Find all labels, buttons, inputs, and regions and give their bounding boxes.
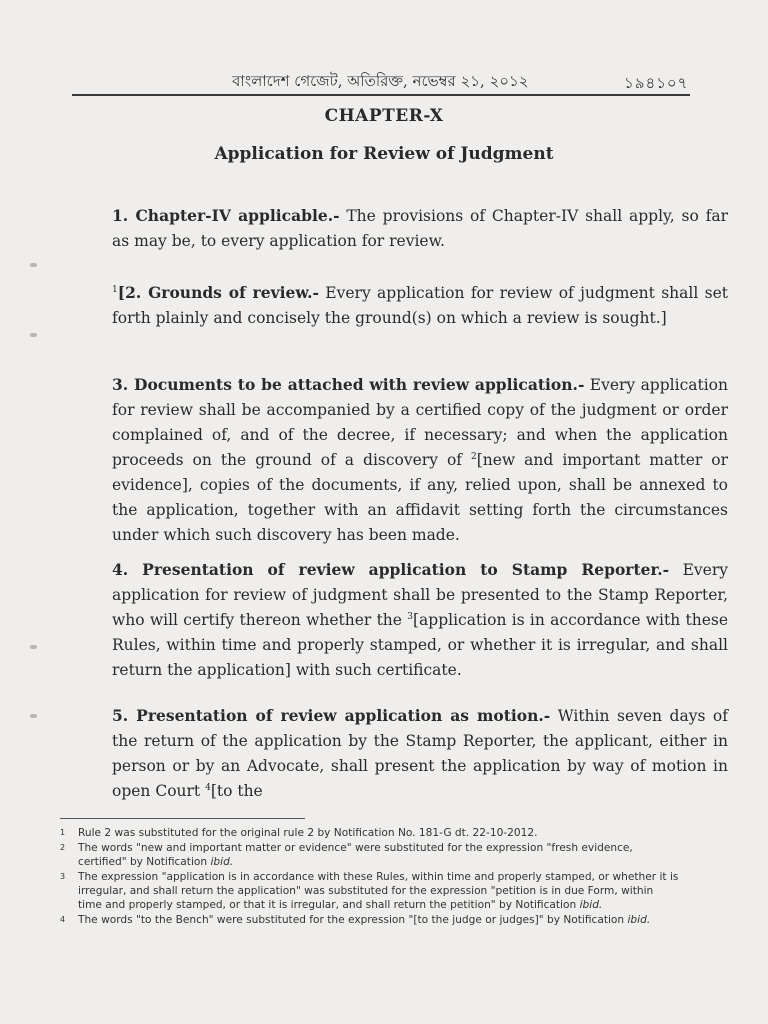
rule-3-paragraph: [66, 372, 728, 548]
rule-1-text: The provisions of Chapter-IV shall apply, so far as may be, to every application for review.: [112, 207, 728, 250]
rule-5-text-b: [to the: [210, 782, 263, 800]
footnote-ref-2: 2: [471, 452, 477, 462]
rule-4-text-a: Every application for review of judgment shall be presented to the Stamp Reporter, who will certify thereon whether the: [112, 561, 728, 629]
punch-hole-mark: [30, 714, 37, 718]
rule-5-paragraph: [66, 703, 728, 804]
header-rule: [72, 94, 690, 96]
rule-4-heading: 4. Presentation of review application to Stamp Reporter.-: [112, 560, 670, 579]
footnote-text: The words "new and important matter or evidence" were substituted for the expression "fresh evidence, certified" by Notification: [78, 842, 633, 868]
punch-hole-mark: [30, 333, 37, 337]
rule-3-heading: 3. Documents to be attached with review application.-: [112, 375, 585, 394]
rule-3-text-a: Every application for review shall be accompanied by a certified copy of the judgment or order complained of, and of the decree, if necessary; and when the application proceeds on the ground of a discovery of: [112, 376, 728, 469]
rule-2-paragraph: [66, 280, 728, 331]
footnote-ibid: ibid.: [210, 856, 234, 868]
rule-4-paragraph: [66, 557, 728, 683]
rule-2-heading: [2. Grounds of review.-: [117, 283, 319, 302]
rule-5-heading: 5. Presentation of review application as motion.-: [112, 706, 551, 725]
footnote-text: The words "to the Bench" were substituted for the expression "[to the judge or judges]" by Notification: [78, 914, 628, 926]
punch-hole-mark: [30, 645, 37, 649]
chapter-subtitle: Application for Review of Judgment: [214, 144, 554, 164]
footnote-ref-1: 1: [112, 285, 118, 295]
running-head: বাংলাদেশ গেজেট, অতিরিক্ত, নভেম্বর ২১, ২০১২: [232, 72, 529, 90]
footnote-number: 3: [60, 872, 66, 881]
rule-4-text-b: [application is in accordance with these Rules, within time and properly stamped, or whether it is irregular, and shall return the application] with such certificate.: [112, 611, 729, 679]
footnote-text: Rule 2 was substituted for the original rule 2 by Notification No. 181-G dt. 22-10-2012.: [78, 827, 538, 839]
rule-1-heading: 1. Chapter-IV applicable.-: [112, 206, 340, 225]
footnote-separator: [60, 818, 305, 819]
footnote-ref-4: 4: [205, 783, 211, 793]
footnote-ref-3: 3: [407, 612, 413, 622]
chapter-title: CHAPTER-X: [324, 106, 444, 126]
footnote-number: 1: [60, 828, 66, 837]
footnote-ibid: ibid.: [579, 899, 603, 911]
footnote-4: [60, 913, 680, 927]
footnote-2: [60, 841, 680, 869]
page-number: ১৯৪১০৭: [624, 74, 689, 92]
footnotes: [60, 826, 680, 928]
footnote-1: [60, 826, 680, 840]
footnote-number: 2: [60, 843, 66, 852]
footnote-number: 4: [60, 915, 66, 924]
rule-1-paragraph: [66, 203, 728, 254]
footnote-3: [60, 870, 680, 912]
rule-2-text: Every application for review of judgment shall set forth plainly and concisely the ground(s) on which a review is sought.]: [112, 284, 728, 327]
punch-hole-mark: [30, 263, 37, 267]
rule-5-text-a: Within seven days of the return of the application by the Stamp Reporter, the applicant, either in person or by an Advocate, shall present the application by way of motion in open Court: [112, 707, 728, 800]
rule-3-text-b: [new and important matter or evidence], copies of the documents, if any, relied upon, shall be annexed to the application, together with an affidavit setting forth the circumstances under which such discovery has been made.: [112, 451, 728, 544]
footnote-ibid: ibid.: [627, 914, 651, 926]
footnote-text: The expression "application is in accordance with these Rules, within time and properly stamped, or whether it is irregular, and shall return the application" was substituted for the expression "petition is in due Form, within time and properly stamped, or that it is irregular, and shall return the petition" by Notification: [78, 871, 679, 911]
